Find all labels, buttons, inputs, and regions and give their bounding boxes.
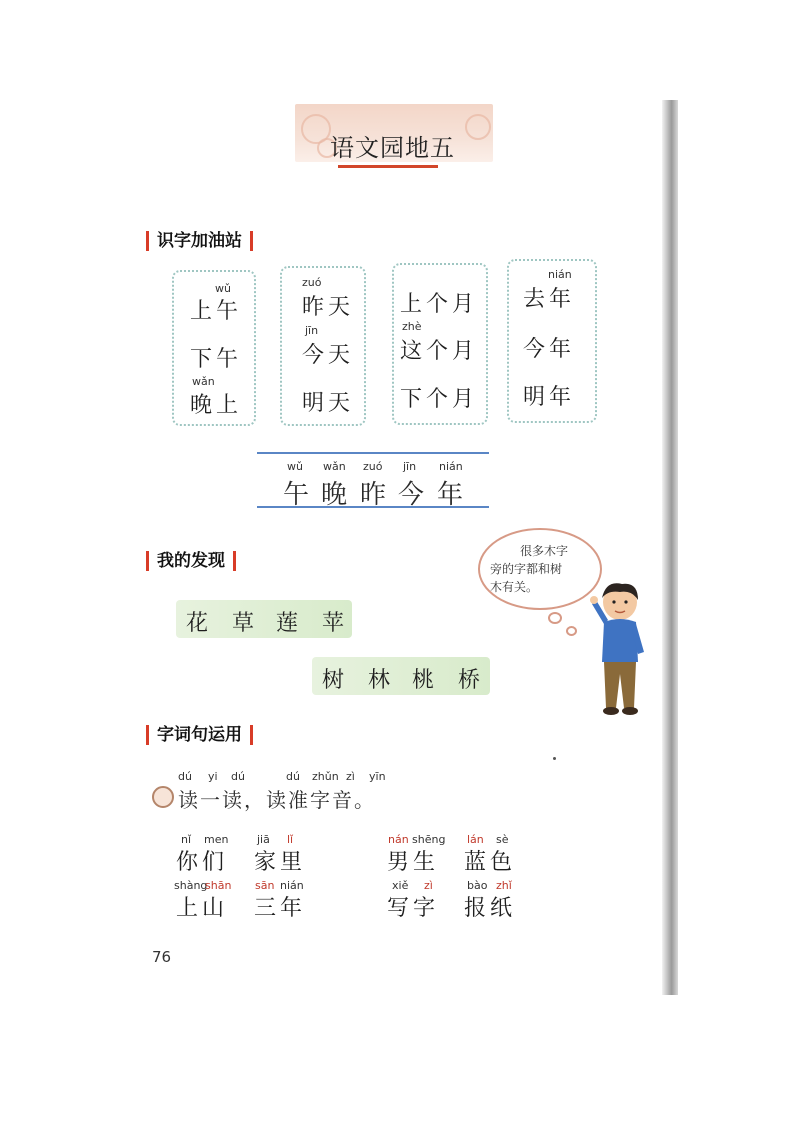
pinyin: shēng bbox=[412, 833, 446, 846]
reading-instruction: 读一读，读准字音。 bbox=[178, 788, 376, 812]
section-bar-right bbox=[233, 551, 236, 571]
pinyin: zì bbox=[424, 879, 433, 892]
strip-char: 今 bbox=[398, 480, 425, 510]
strip-char: 午 bbox=[283, 480, 310, 510]
strip-char: 年 bbox=[437, 480, 464, 510]
vocab-word: 三年 bbox=[254, 896, 307, 921]
pinyin: yīn bbox=[369, 770, 386, 783]
pinyin: wǔ bbox=[215, 282, 231, 295]
pinyin: zuó bbox=[302, 276, 322, 289]
card-word: 下个月 bbox=[400, 387, 479, 412]
pinyin: zì bbox=[346, 770, 355, 783]
page-edge-shadow bbox=[662, 100, 678, 995]
title-underline bbox=[338, 165, 438, 168]
strip-char: 昨 bbox=[360, 480, 387, 510]
section-bar-left bbox=[146, 551, 149, 571]
pinyin: zhè bbox=[402, 320, 422, 333]
card-word: 明天 bbox=[302, 391, 355, 416]
reading-icon bbox=[152, 786, 174, 808]
discovery-char: 苹 bbox=[322, 611, 345, 636]
card-word: 晚上 bbox=[190, 393, 243, 418]
pinyin: shān bbox=[205, 879, 232, 892]
vocab-word: 家里 bbox=[254, 850, 307, 875]
pinyin: lǐ bbox=[287, 833, 294, 846]
speck bbox=[553, 757, 556, 760]
discovery-char: 林 bbox=[368, 668, 391, 693]
page-number: 76 bbox=[152, 948, 172, 966]
pinyin: shàng bbox=[174, 879, 208, 892]
strip-top-line bbox=[257, 452, 489, 454]
section-bar-right bbox=[250, 231, 253, 251]
discovery-char: 桥 bbox=[458, 668, 481, 693]
vocab-word: 蓝色 bbox=[464, 850, 517, 875]
pinyin: zhǔn bbox=[312, 770, 339, 783]
page-title: 语文园地五 bbox=[330, 134, 455, 162]
card-word: 这个月 bbox=[400, 339, 479, 364]
card-word: 昨天 bbox=[302, 295, 355, 320]
pinyin: bào bbox=[467, 879, 488, 892]
discovery-char: 桃 bbox=[412, 668, 435, 693]
swirl-decoration bbox=[465, 114, 491, 140]
pinyin: nǐ bbox=[181, 833, 192, 846]
card-word: 今年 bbox=[523, 337, 576, 362]
discovery-char: 莲 bbox=[276, 611, 299, 636]
vocab-word: 报纸 bbox=[464, 896, 517, 921]
pinyin: xiě bbox=[392, 879, 409, 892]
pinyin: jiā bbox=[257, 833, 270, 846]
card-word: 上个月 bbox=[400, 292, 479, 317]
bubble-tail-dot bbox=[566, 626, 577, 636]
section-heading-1: 识字加油站 bbox=[138, 228, 261, 254]
pinyin: jīn bbox=[403, 460, 417, 473]
section-bar-left bbox=[146, 725, 149, 745]
vocab-word: 写字 bbox=[387, 896, 440, 921]
pinyin: dú bbox=[286, 770, 300, 783]
pinyin: wǎn bbox=[323, 460, 346, 473]
section-heading-2: 我的发现 bbox=[138, 548, 244, 574]
pinyin: nián bbox=[439, 460, 463, 473]
strip-char: 晚 bbox=[321, 480, 348, 510]
pinyin: zhǐ bbox=[496, 879, 512, 892]
pinyin: yi bbox=[208, 770, 218, 783]
vocab-word: 上山 bbox=[176, 896, 229, 921]
pinyin: nán bbox=[388, 833, 409, 846]
pinyin: wǎn bbox=[192, 375, 215, 388]
section-bar-left bbox=[146, 231, 149, 251]
discovery-char: 草 bbox=[232, 611, 255, 636]
pinyin: wǔ bbox=[287, 460, 303, 473]
card-word: 上午 bbox=[190, 299, 243, 324]
pinyin: dú bbox=[178, 770, 192, 783]
discovery-char: 树 bbox=[322, 668, 345, 693]
pinyin: zuó bbox=[363, 460, 383, 473]
pinyin: lán bbox=[467, 833, 484, 846]
vocab-word: 男生 bbox=[387, 850, 440, 875]
card-word: 下午 bbox=[190, 347, 243, 372]
pinyin: nián bbox=[548, 268, 572, 281]
pinyin: sān bbox=[255, 879, 275, 892]
card-word: 明年 bbox=[523, 385, 576, 410]
pinyin: dú bbox=[231, 770, 245, 783]
card-word: 去年 bbox=[523, 287, 576, 312]
section-heading-3: 字词句运用 bbox=[138, 722, 261, 748]
bubble-text: 很多木字 旁的字都和树 木有关。 bbox=[490, 544, 569, 594]
card-word: 今天 bbox=[302, 343, 355, 368]
pinyin: men bbox=[204, 833, 229, 846]
pinyin: nián bbox=[280, 879, 304, 892]
vocab-word: 你们 bbox=[176, 850, 229, 875]
pinyin: jīn bbox=[305, 324, 319, 337]
discovery-char: 花 bbox=[186, 611, 209, 636]
boy-illustration bbox=[586, 580, 656, 720]
pinyin: sè bbox=[496, 833, 509, 846]
bubble-tail-dot bbox=[548, 612, 562, 624]
section-bar-right bbox=[250, 725, 253, 745]
